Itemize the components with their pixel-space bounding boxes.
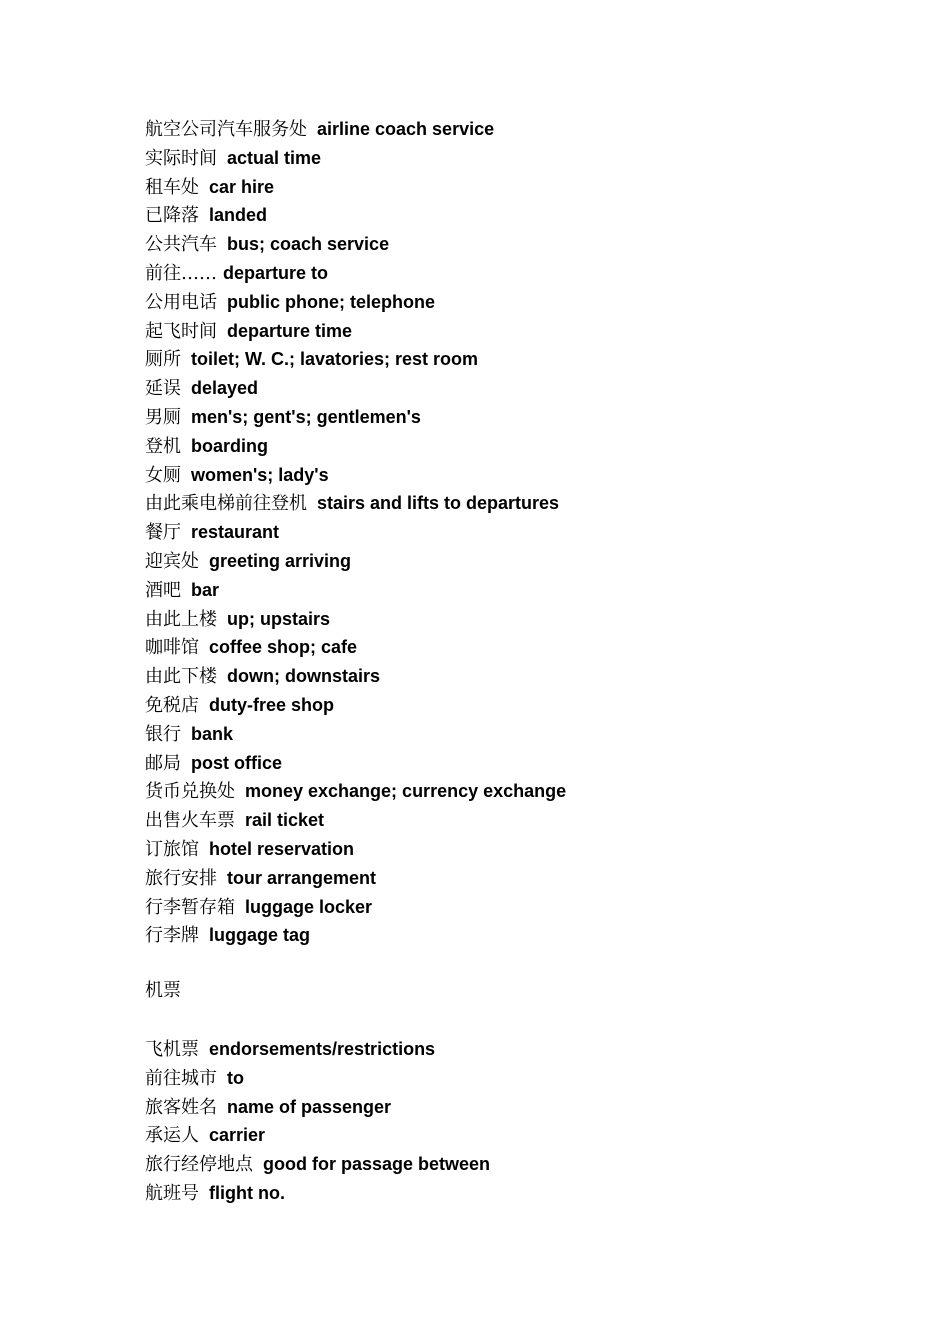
english-term: luggage locker bbox=[245, 896, 373, 917]
vocab-entry bbox=[145, 1121, 490, 1150]
chinese-term: 公共汽车 bbox=[145, 234, 217, 256]
vocab-entry bbox=[145, 345, 566, 374]
chinese-term: 银行 bbox=[145, 723, 181, 745]
vocab-entry bbox=[145, 230, 566, 259]
english-term: post office bbox=[191, 752, 283, 773]
chinese-term: 酒吧 bbox=[145, 579, 181, 601]
chinese-term: 由此上楼 bbox=[145, 608, 217, 630]
chinese-term: 前往…… bbox=[145, 262, 217, 284]
vocab-entry bbox=[145, 864, 566, 893]
chinese-term: 实际时间 bbox=[145, 147, 217, 169]
chinese-term: 飞机票 bbox=[145, 1039, 199, 1060]
chinese-term: 旅客姓名 bbox=[145, 1096, 217, 1118]
vocab-entry bbox=[145, 201, 566, 230]
vocab-entry bbox=[145, 288, 566, 317]
chinese-term: 公用电话 bbox=[145, 291, 217, 313]
vocab-entry bbox=[145, 1150, 490, 1179]
english-term: greeting arriving bbox=[209, 550, 352, 571]
vocab-entry bbox=[145, 1035, 490, 1064]
english-term: men's; gent's; gentlemen's bbox=[191, 406, 421, 427]
vocab-entry bbox=[145, 576, 566, 605]
english-term: luggage tag bbox=[209, 925, 311, 946]
english-term: airline coach service bbox=[317, 119, 495, 139]
chinese-term: 货币兑换处 bbox=[145, 781, 235, 803]
chinese-term: 起飞时间 bbox=[145, 320, 217, 342]
chinese-term: 由此乘电梯前往登机 bbox=[145, 493, 307, 515]
english-term: good for passage between bbox=[263, 1154, 491, 1175]
vocab-entry bbox=[145, 461, 566, 490]
chinese-term: 行李暂存箱 bbox=[145, 896, 235, 918]
english-term: boarding bbox=[191, 435, 268, 456]
vocab-entry bbox=[145, 835, 566, 864]
vocab-entry bbox=[145, 259, 566, 288]
english-term: restaurant bbox=[191, 522, 280, 543]
vocab-entry bbox=[145, 749, 566, 778]
chinese-term: 女厕 bbox=[145, 464, 181, 486]
chinese-term: 由此下楼 bbox=[145, 666, 217, 688]
vocab-entry bbox=[145, 547, 566, 576]
chinese-term: 男厕 bbox=[145, 406, 181, 428]
vocab-entry bbox=[145, 173, 566, 202]
english-term: bank bbox=[191, 723, 234, 744]
vocab-entry bbox=[145, 605, 566, 634]
vocab-entry bbox=[145, 432, 566, 461]
vocab-entry bbox=[145, 720, 566, 749]
chinese-term: 航班号 bbox=[145, 1182, 199, 1204]
air-ticket-terms-list bbox=[145, 1035, 490, 1208]
chinese-term: 厕所 bbox=[145, 349, 181, 371]
english-term: down; downstairs bbox=[227, 666, 380, 687]
english-term: hotel reservation bbox=[209, 838, 355, 859]
vocab-entry bbox=[145, 1064, 490, 1093]
chinese-term: 订旅馆 bbox=[145, 838, 199, 860]
chinese-term: 邮局 bbox=[145, 752, 181, 774]
chinese-term: 航空公司汽车服务处 bbox=[145, 119, 307, 140]
chinese-term: 餐厅 bbox=[145, 522, 181, 544]
english-term: actual time bbox=[227, 147, 322, 168]
english-term: car hire bbox=[209, 176, 275, 197]
chinese-term: 出售火车票 bbox=[145, 810, 235, 832]
vocab-entry bbox=[145, 1093, 490, 1122]
english-term: coffee shop; cafe bbox=[209, 637, 358, 658]
english-term: bus; coach service bbox=[227, 234, 390, 255]
english-term: up; upstairs bbox=[227, 608, 331, 629]
vocab-entry bbox=[145, 115, 566, 144]
english-term: money exchange; currency exchange bbox=[245, 781, 567, 802]
english-term: endorsements/restrictions bbox=[209, 1039, 436, 1059]
chinese-term: 承运人 bbox=[145, 1125, 199, 1147]
english-term: duty-free shop bbox=[209, 694, 335, 715]
english-term: stairs and lifts to departures bbox=[317, 493, 560, 514]
chinese-term: 咖啡馆 bbox=[145, 637, 199, 659]
chinese-term: 登机 bbox=[145, 435, 181, 457]
english-term: delayed bbox=[191, 378, 259, 399]
english-term: carrier bbox=[209, 1125, 266, 1146]
vocab-entry bbox=[145, 691, 566, 720]
english-term: name of passenger bbox=[227, 1096, 392, 1117]
english-term: bar bbox=[191, 579, 220, 600]
chinese-term: 延误 bbox=[145, 378, 181, 400]
vocab-entry bbox=[145, 806, 566, 835]
vocab-entry bbox=[145, 893, 566, 922]
chinese-term: 租车处 bbox=[145, 176, 199, 198]
chinese-term: 旅行安排 bbox=[145, 867, 217, 889]
english-term: toilet; W. C.; lavatories; rest room bbox=[191, 349, 479, 370]
vocab-entry bbox=[145, 921, 566, 950]
chinese-term: 旅行经停地点 bbox=[145, 1154, 253, 1176]
vocab-entry bbox=[145, 489, 566, 518]
english-term: rail ticket bbox=[245, 810, 325, 831]
chinese-term: 行李牌 bbox=[145, 925, 199, 947]
vocab-entry bbox=[145, 662, 566, 691]
chinese-term: 免税店 bbox=[145, 694, 199, 716]
vocab-entry bbox=[145, 374, 566, 403]
english-term: departure to bbox=[223, 262, 329, 283]
english-term: landed bbox=[209, 205, 268, 226]
chinese-term: 已降落 bbox=[145, 205, 199, 227]
english-term: tour arrangement bbox=[227, 867, 377, 888]
english-term: departure time bbox=[227, 320, 353, 341]
english-term: public phone; telephone bbox=[227, 291, 435, 312]
vocab-entry bbox=[145, 1179, 490, 1208]
chinese-term: 前往城市 bbox=[145, 1067, 217, 1089]
vocab-entry bbox=[145, 633, 566, 662]
vocab-entry bbox=[145, 518, 566, 547]
english-term: flight no. bbox=[209, 1182, 285, 1203]
chinese-term: 迎宾处 bbox=[145, 550, 199, 572]
english-term: women's; lady's bbox=[191, 464, 329, 485]
airport-signs-list bbox=[145, 115, 566, 950]
section-heading-air-ticket: 机票 bbox=[145, 980, 181, 1001]
vocab-entry bbox=[145, 777, 566, 806]
vocab-entry bbox=[145, 403, 566, 432]
english-term: to bbox=[227, 1067, 244, 1088]
vocab-entry bbox=[145, 144, 566, 173]
vocab-entry bbox=[145, 317, 566, 346]
